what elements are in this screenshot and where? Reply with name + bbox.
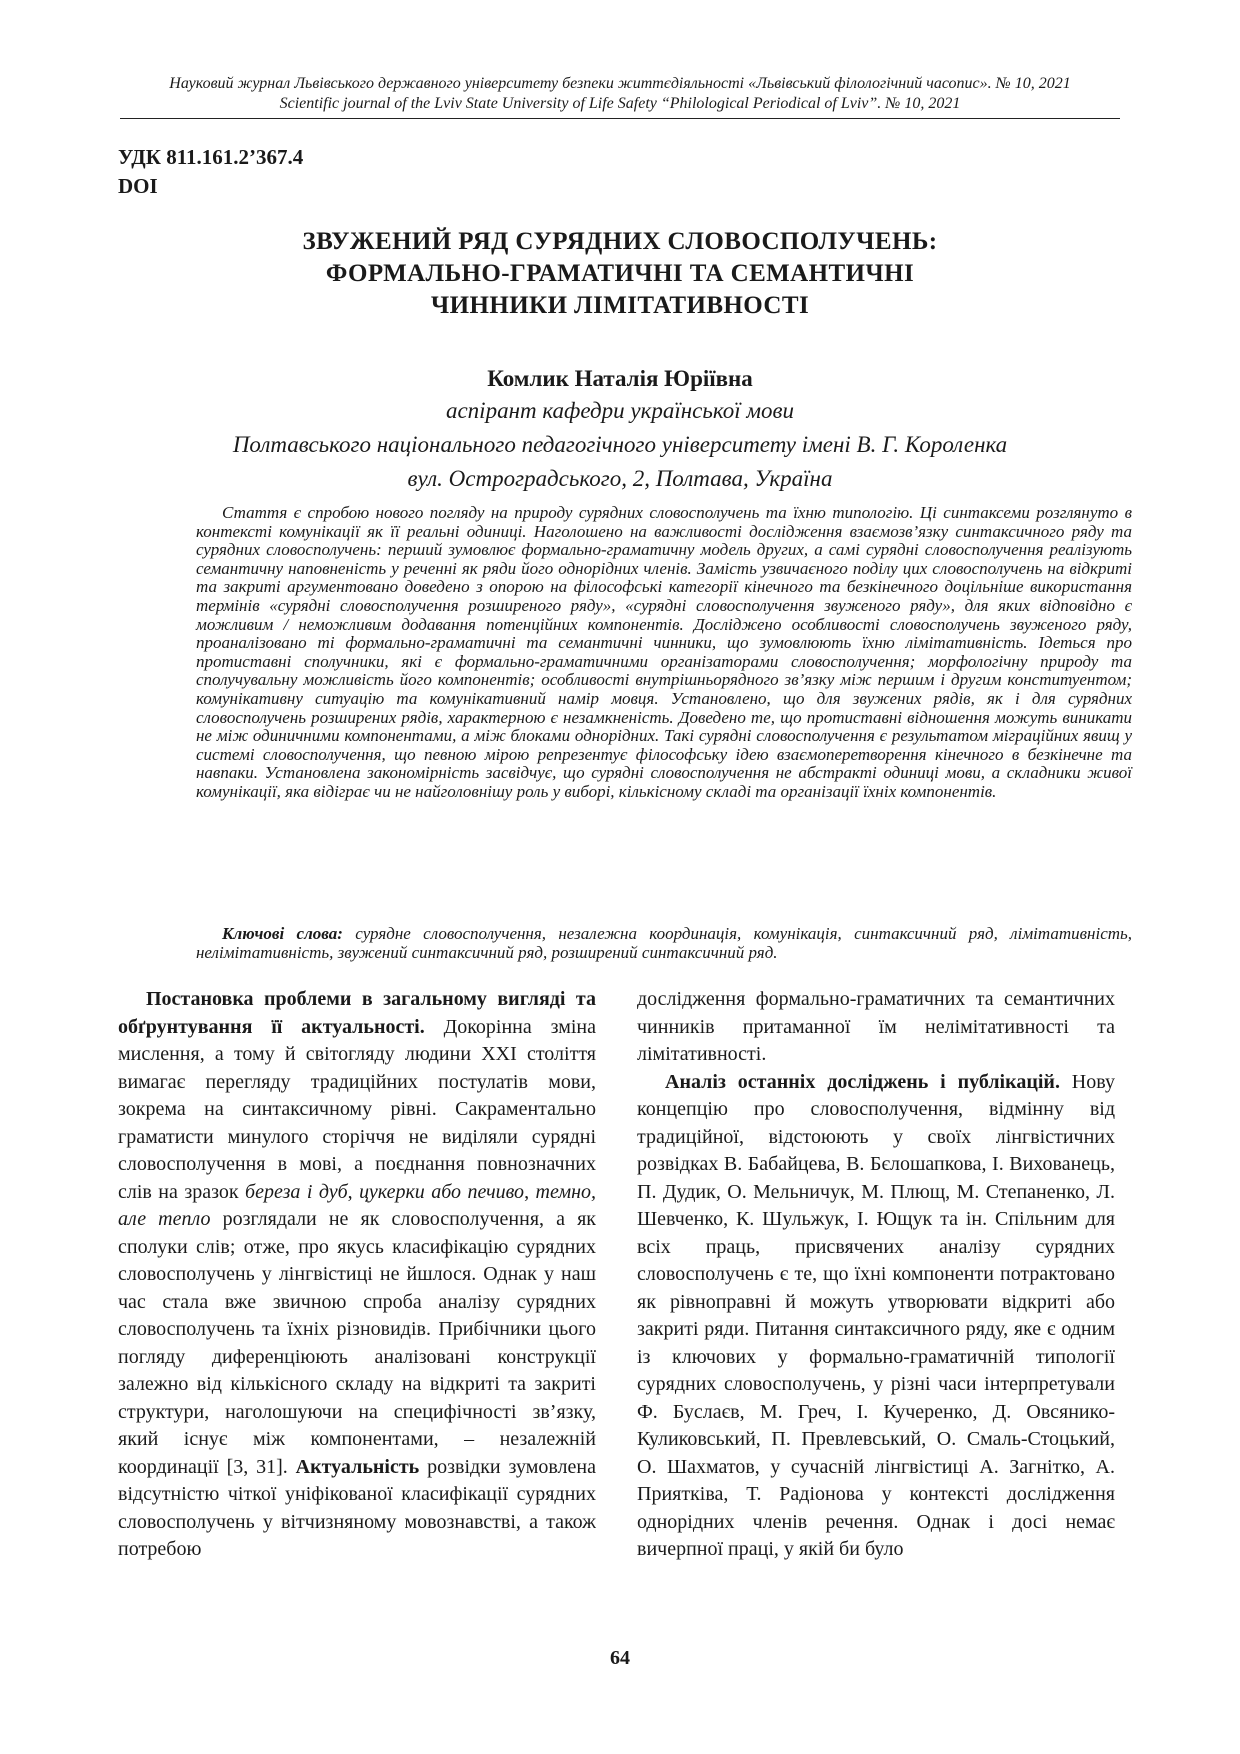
article-title — [120, 226, 1120, 322]
header-rule — [120, 118, 1120, 119]
title-line-3: ЧИННИКИ ЛІМІТАТИВНОСТІ — [430, 292, 810, 319]
section-heading-review: Аналіз останніх досліджень і публікацій. — [665, 1070, 1060, 1093]
keywords — [196, 925, 1132, 962]
body-column-right — [637, 986, 1115, 1564]
paragraph-literature-review — [637, 1069, 1115, 1564]
body-text: , — [347, 1180, 360, 1203]
running-head-ua: Науковий журнал Львівського державного університету безпеки життєдіяльності «Львівський філологічний часопис». № 10, 2021 — [169, 75, 1071, 92]
keywords-label: Ключові слова: — [222, 924, 343, 943]
body-text: розвідки зумовлена відсутністю чіткої уніфікованої класифікації сурядних словосполучень у вітчизняному мовознавстві, а також потребою — [118, 1455, 596, 1560]
udc-block — [118, 143, 303, 201]
author-position: аспірант кафедри української мови — [445, 398, 795, 423]
example-phrase: цукерки або печиво — [359, 1180, 525, 1203]
author-affiliation — [120, 394, 1120, 496]
body-column-left — [118, 986, 596, 1564]
body-text: Нову концепцію про словосполучення, відмінну від традиційної, відстоюють у своїх лінгвістичних розвідках В. Бабайцева, В. Бєлошапкова, І. Вихованець, П. Дудик, О. Мельничук, М. Плющ, М. Степаненко, Л. Шевченко, К. Шульжук, І. Ющук та ін. Спільним для всіх праць, присвячених аналізу сурядних словосполучень є те, що їхні компоненти потрактовано як рівноправні й можуть утворювати відкриті або закриті ряди. Питання синтаксичного ряду, яке є одним із ключових у формально-граматичній типології сурядних словосполучень, у різні часи інтерпретували Ф. Буслаєв, М. Греч, І. Кучеренко, Д. Овсянико-Куликовський, П. Превлевський, О. Смаль-Стоцький, О. Шахматов, у сучасній лінгвістиці А. Загнітко, А. Приятківа, Т. Радіонова у контексті дослідження однорідних членів речення. Однак і досі немає вичерпної праці, у якій би було — [637, 1070, 1116, 1560]
author-address: вул. Остроградського, 2, Полтава, Україна — [407, 466, 833, 491]
relevance-term: Актуальність — [295, 1455, 420, 1478]
title-line-1: ЗВУЖЕНИЙ РЯД СУРЯДНИХ СЛОВОСПОЛУЧЕНЬ: — [302, 228, 938, 255]
body-text: , — [524, 1180, 536, 1203]
example-phrase: береза і дуб — [245, 1180, 348, 1203]
example-phrase: темно, але тепло — [118, 1180, 597, 1230]
running-head — [100, 74, 1140, 114]
page-number: 64 — [610, 1647, 630, 1669]
author-institution: Полтавського національного педагогічного університету імені В. Г. Короленка — [232, 432, 1008, 457]
section-heading-problem: Постановка проблеми в загальному вигляді та обґрунтування її актуальності. — [118, 988, 596, 1038]
title-line-2: ФОРМАЛЬНО-ГРАМАТИЧНІ ТА СЕМАНТИЧНІ — [325, 260, 915, 287]
paragraph-continuation: дослідження формально-граматичних та семантичних чинників притаманної їм нелімітативності та лімітативності. — [637, 988, 1115, 1065]
abstract: Стаття є спробою нового погляду на природу сурядних словосполучень та їхню типологію. Ці синтаксеми розглянуто в контексті комунікації як її реальні одиниці. Наголошено на важливості дослідження взаємозв’язку синтаксичного ряду та сурядних словосполучень: перший зумовлює формально-граматичну модель других, а самі сурядні словосполучення реалізують семантичну наповненість у реченні як ряди його однорідних членів. Замість узвичаєного поділу цих словосполучень на відкриті та закриті аргументовано доведено з опорою на філософські категорії кінечного та безкінечного доцільніше використання термінів «сурядні словосполучення розширеного ряду», «сурядні словосполучення звуженого ряду», для яких відповідно є можливим / неможливим додавання потенційних компонентів. Досліджено особливості словосполучень звуженого ряду, проаналізовано ті формально-граматичні та семантичні чинники, що зумовлюють їхню лімітативність. Ідеться про протиставні сполучники, які є формально-граматичними організаторами словосполучення; морфологічну природу та сполучувальну можливість його компонентів; особливості внутрішньорядного зв’язку між першим і другим конституентом; комунікативну ситуацію та комунікативний намір мовця. Установлено, що для звужених рядів, як і для сурядних словосполучень розширених рядів, характерною є незамкненість. Доведено те, що протиставні відношення можуть виникати не між одиничними компонентами, а між блоками однорідних. Такі сурядні словосполучення є результатом міграційних явищ у системі словосполучення, що певною мірою репрезентує філософську ідею взаємоперетворення кінечного в безкінечне та навпаки. Установлена закономірність засвідчує, що сурядні словосполучення не абстракті одиниці мови, а складники живої комунікації, яка відіграє чи не найголовнішу роль у виборі, кількісному складі та організації їхніх компонентів. — [196, 503, 1132, 801]
udc-code: УДК 811.161.2’367.4 — [118, 145, 304, 169]
running-head-en: Scientific journal of the Lviv State University of Life Safety “Philological Periodical of Lviv”. № 10, 2021 — [279, 95, 961, 112]
body-text: розглядали не як словосполучення, а як сполуки слів; отже, про якусь класифікацію сурядних словосполучень у лінгвістиці не йшлося. Однак у наш час стала вже звичною спроба аналізу сурядних словосполучень та їхніх різновидів. Прибічники цього погляду диференціюють аналізовані конструкції залежно від кількісного складу на відкриті та закриті структури, наголошуючи на специфічності зв’язку, який існує між компонентами, – незалежній координації [3, 31]. — [118, 1208, 597, 1478]
body-text: Докорінна зміна мислення, а тому й світогляду людини ХХІ століття вимагає перегляду традиційних постулатів мови, зокрема на синтаксичному рівні. Сакраментально граматисти минулого сторіччя не виділяли сурядні словосполучення в мові, а поєднання повнозначних слів на зразок — [118, 1015, 596, 1203]
keywords-text: сурядне словосполучення, незалежна координація, комунікація, синтаксичний ряд, лімітативність, нелімітативність, звужений синтаксичний ряд, розширений синтаксичний ряд. — [196, 924, 1132, 962]
doi-label: DOI — [118, 174, 158, 198]
author-name: Комлик Наталія Юріївна — [487, 366, 753, 391]
paragraph-problem-statement — [118, 986, 596, 1564]
